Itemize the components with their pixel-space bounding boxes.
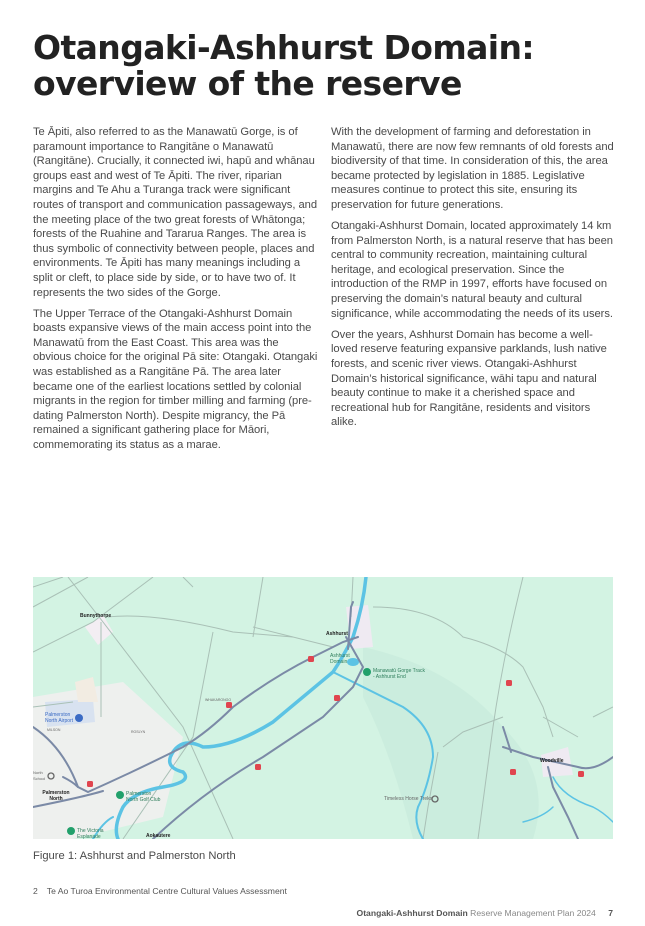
text-column-right [331, 125, 617, 436]
footnote-number: 2 [33, 886, 38, 896]
footnote-text: Te Ao Turoa Environmental Centre Cultural Values Assessment [46, 886, 287, 896]
map-label-whakarongo: WHAKARONGO [205, 698, 232, 702]
text-column-left [33, 125, 319, 459]
map-label-bunnythorpe: Bunnythorpe [80, 613, 112, 619]
map-label-woodville: Woodville [540, 758, 564, 764]
paragraph-upper-terrace: The Upper Terrace of the Otangaki-Ashhurst Domain boasts expansive views of the main access point into the Manawatū from the East Coast. This area was the obvious choice for the original Pā site: Otangaki. Otangaki was established as a Rangitāne Pā. The area later became one of the earliest locations settled by colonial migrants in the region for timber milling and farming (pre-dating Palmerston North). Despite migrancy, the Pā remained a significant gathering place for Māori, commemorating its status as a marae. [33, 307, 318, 451]
paragraph-over-the-years: Over the years, Ashhurst Domain has become a well-loved reserve featuring expansive parklands, lush native forests, and scenic river views. Otangaki-Ashhurst Domain’s historical significance, wāhi tapu and natural beauty continue to make it a cherished space and recreational hub for Rangitāne, residents and visitors alike. [331, 328, 607, 429]
map-label-gorge-track: Manawatū Gorge Track - Ashhurst End [373, 668, 425, 680]
footer-doc-name: Otangaki-Ashhurst Domain [356, 908, 468, 918]
map-label-golf-club: Palmerston North Golf Club [126, 791, 161, 803]
map-label-ashhurst-domain: Ashhurst Domain [330, 653, 350, 665]
map-label-horse-treks: Timeless Horse Treks [384, 796, 433, 802]
map-label-milson: MILSON [47, 728, 61, 732]
route-marker [308, 656, 314, 662]
footnote [33, 886, 287, 896]
map-label-north-school: North School [33, 770, 46, 781]
map-label-ashhurst: Ashhurst [326, 631, 348, 637]
map-label-airport: Palmerston North Airport [45, 712, 74, 724]
footer-doc-subtitle: Reserve Management Plan 2024 [470, 908, 596, 918]
map-figure [33, 577, 613, 839]
map-label-victoria-esplanade: The Victoria Esplanade [77, 828, 104, 839]
map-label-palmerston-north: Palmerston North [42, 790, 70, 802]
paragraph-te-apiti: Te Āpiti, also referred to as the Manawatū Gorge, is of paramount importance to Rangitāne o Manawatū (Rangitāne). Crucially, it connected iwi, hapū and whānau groups east and west of Te Āpiti. The river, riparian margins and Te Ahu a Turanga track were significant routes of transport and communication passageways, and the meeting place of the two great forests of Whātonga; forests of the Ruahine and Tararua Ranges. The area is thus symbolic of connectivity between people, places and environments. Te Āpiti has many meanings including a split or cleft, to place side by side, or to have two of. It represents the two sides of the Gorge. [33, 126, 317, 299]
page-number: 7 [608, 908, 613, 918]
paragraph-domain-location: Otangaki-Ashhurst Domain, located approximately 14 km from Palmerston North, is a natural reserve that has been central to community recreation, maintaining cultural heritage, and ecological preservation. Since the introduction of the RMP in 1997, efforts have focused on preserving the domain’s natural beauty and cultural significance, while accommodating the needs of its users. [331, 220, 613, 320]
paragraph-farming-deforestation: With the development of farming and deforestation in Manawatū, there are now few remnants of old forests and biodiversity of that time. In consideration of this, the area became protected by legislation in 1885. Legislative measures continue to protect this site, ensuring its preservation for future generations. [331, 126, 614, 211]
page-title: Otangaki-Ashhurst Domain: overview of the reserve [33, 28, 534, 103]
map-label-roslyn: ROSLYN [131, 730, 146, 734]
figure-caption: Figure 1: Ashhurst and Palmerston North [33, 850, 236, 862]
map-graphic [33, 577, 613, 839]
map-label-aokautere: Aokautere [146, 833, 171, 839]
running-footer [357, 908, 613, 918]
